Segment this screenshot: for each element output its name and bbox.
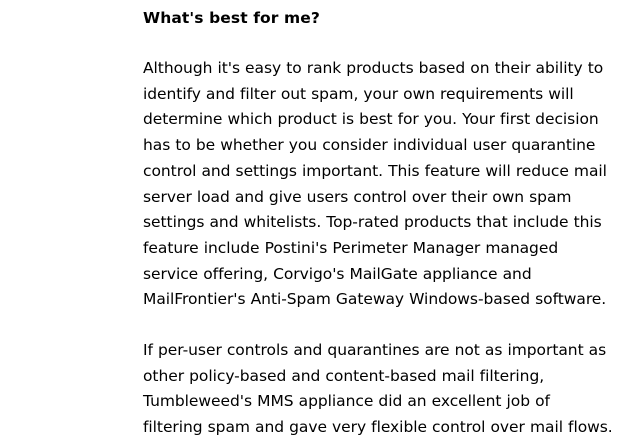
page-title: What's best for me? xyxy=(143,9,320,27)
document-content-column xyxy=(143,0,613,441)
body-paragraph-1: Although it's easy to rank products based on their ability to identify and filter out spam, your own requirements will determine which product is best for you. Your first decision has to be whether you consider individual user quarantine control and settings important. This feature will reduce mail server load and give users control over their own spam settings and whitelists. Top-rated products that include this feature include Postini's Perimeter Manager managed service offering, Corvigo's MailGate appliance and MailFrontier's Anti-Spam Gateway Windows-based software. xyxy=(143,59,607,309)
body-paragraph-2: If per-user controls and quarantines are not as important as other policy-based and content-based mail filtering, Tumbleweed's MMS appliance did an excellent job of filtering spam and gave very flexible control over mail flows. xyxy=(143,341,613,437)
